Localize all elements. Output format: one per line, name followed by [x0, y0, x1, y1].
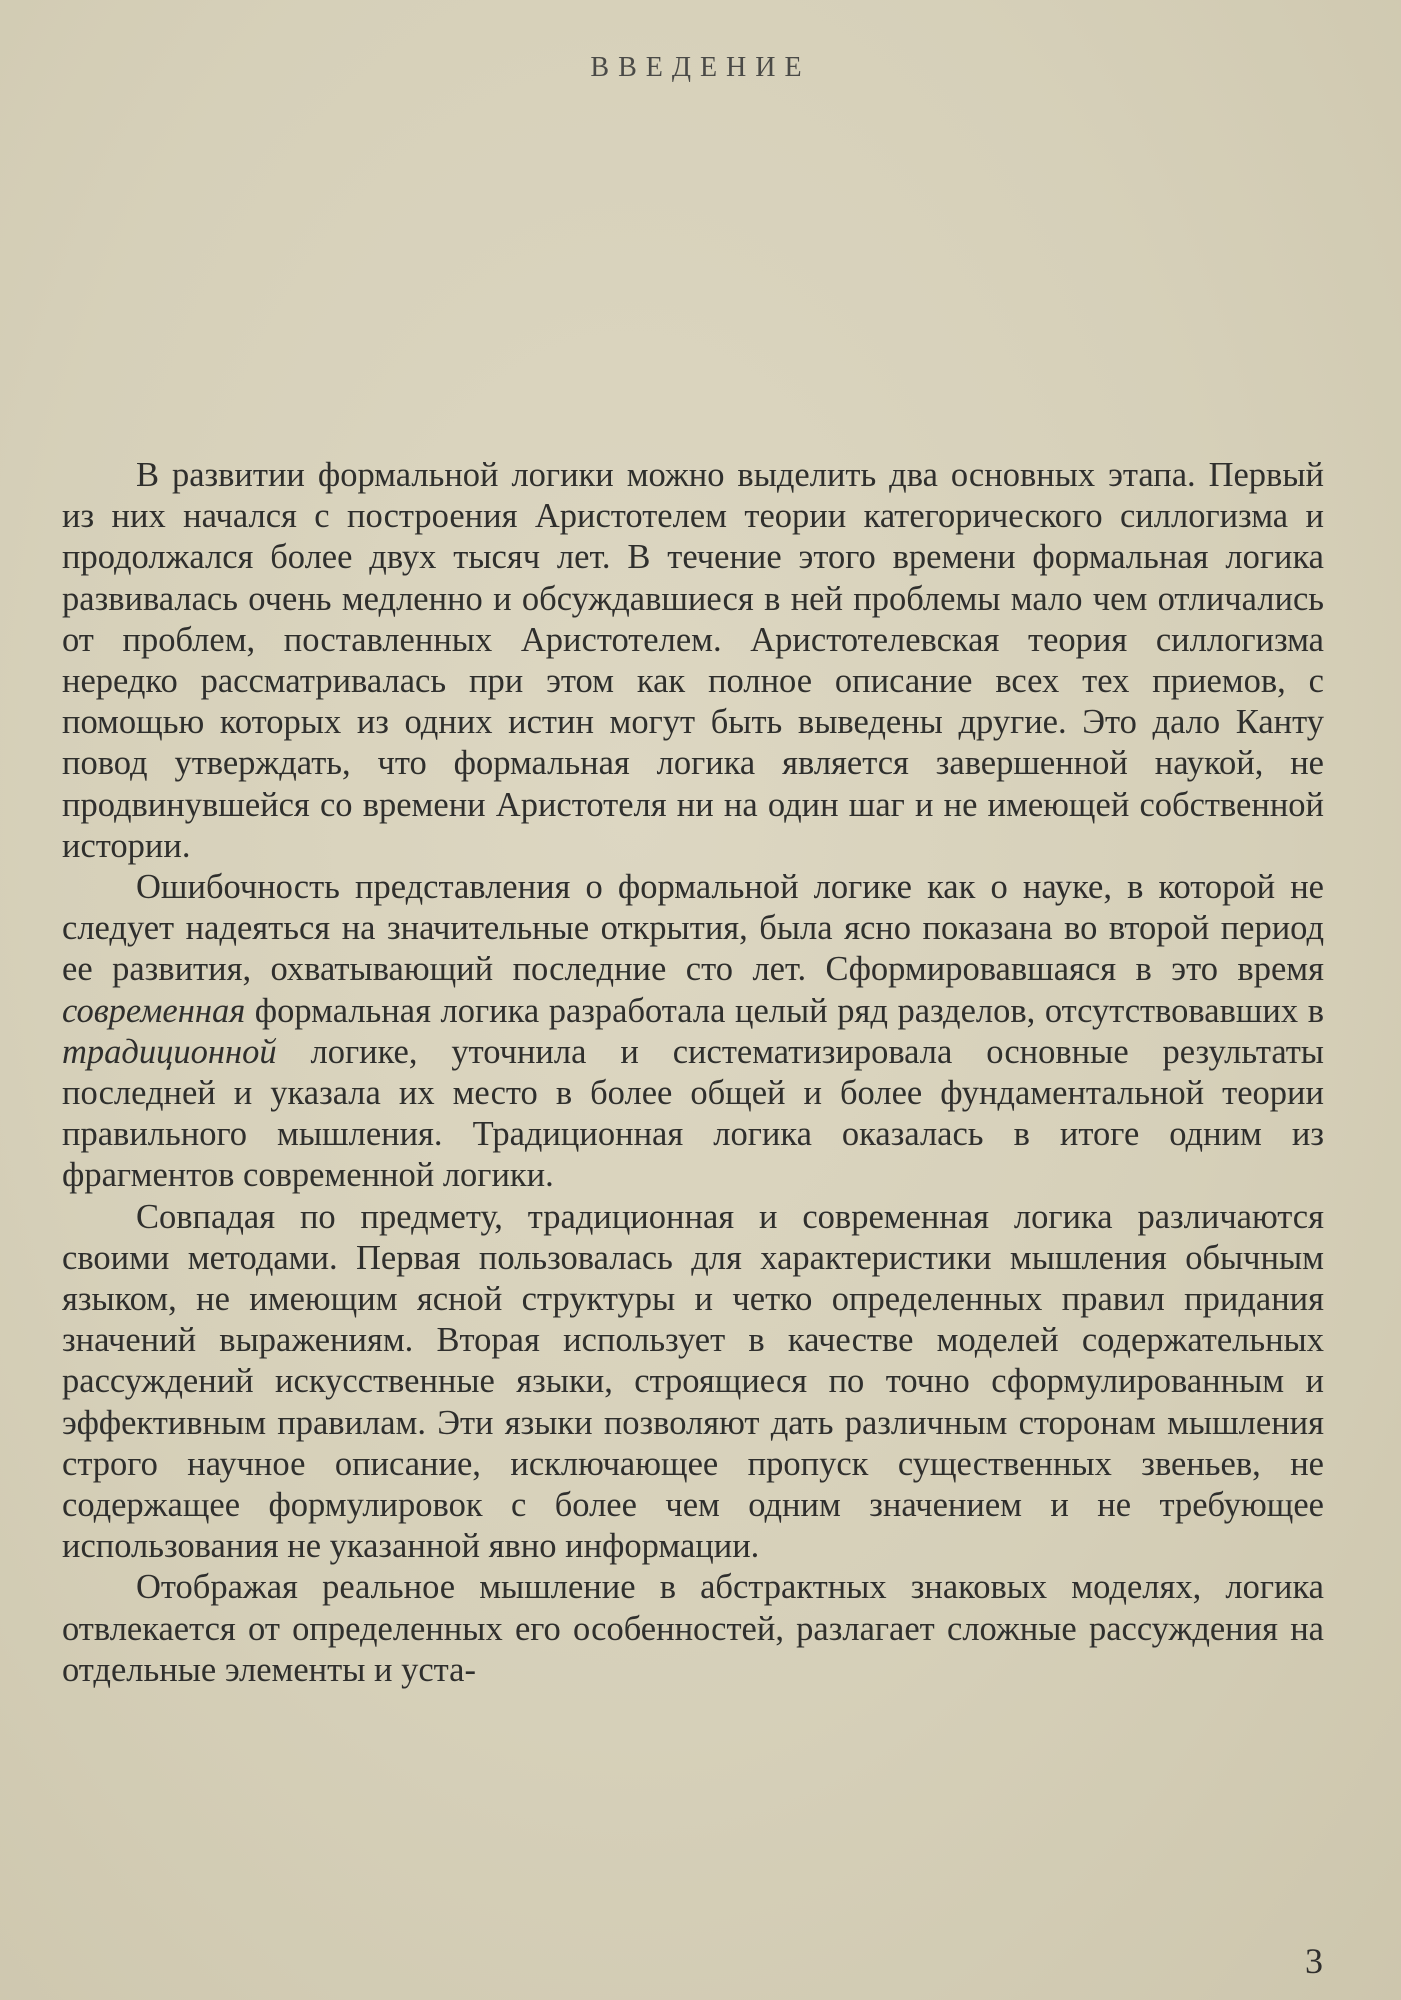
text-run: Совпадая по предмету, традиционная и современная логика различаются своими методами. Первая пользовалась для характеристики мышления обычным языком, не имеющим ясной структуры и четко определенных правил придания значений выражениям. Вторая использует в качестве моделей содержательных рассуждений искусственные языки, строящиеся по точно сформулированным и эффективным правилам. Эти языки позволяют дать различным сторонам мышления строго научное описание, исключающее пропуск существенных звеньев, не содержащее формулировок с более чем одним значением и не требующее использования не указанной явно информации. — [62, 1197, 1324, 1566]
body-text — [62, 455, 1324, 1691]
paragraph — [62, 867, 1324, 1197]
chapter-heading: ВВЕДЕНИЕ — [590, 52, 811, 83]
paragraph — [62, 1197, 1324, 1568]
paragraph — [62, 455, 1324, 867]
page-number: 3 — [1305, 1941, 1323, 1981]
italic-term-modern: современная — [62, 991, 246, 1030]
paragraph — [62, 1567, 1324, 1691]
text-run: логике, уточнила и систематизировала основные результаты последней и указала их место в более общей и более фундаментальной теории правильного мышления. Традиционная логика оказалась в итоге одним из фрагментов современной логики. — [62, 1032, 1324, 1195]
text-run: Ошибочность представления о формальной логике как о науке, в которой не следует надеяться на значительные открытия, была ясно показана во второй период ее развития, охватывающий последние сто лет. Сформировавшаяся в это время — [62, 868, 1324, 989]
italic-term-traditional: традиционной — [62, 1032, 277, 1071]
text-run: Отображая реальное мышление в абстрактных знаковых моделях, логика отвлекается от определенных его особенностей, разлагает сложные рассуждения на отдельные элементы и уста- — [62, 1568, 1324, 1689]
text-run: формальная логика разработала целый ряд разделов, отсутствовавших в — [245, 991, 1324, 1030]
text-run: В развитии формальной логики можно выделить два основных этапа. Первый из них начался с построения Аристотелем теории категорического силлогизма и продолжался более двух тысяч лет. В течение этого времени формальная логика развивалась очень медленно и обсуждавшиеся в ней проблемы мало чем отличались от проблем, поставленных Аристотелем. Аристотелевская теория силлогизма нередко рассматривалась при этом как полное описание всех тех приемов, с помощью которых из одних истин могут быть выведены другие. Это дало Канту повод утверждать, что формальная логика является завершенной наукой, не продвинувшейся со времени Аристотеля ни на один шаг и не имеющей собственной истории. — [62, 456, 1324, 865]
